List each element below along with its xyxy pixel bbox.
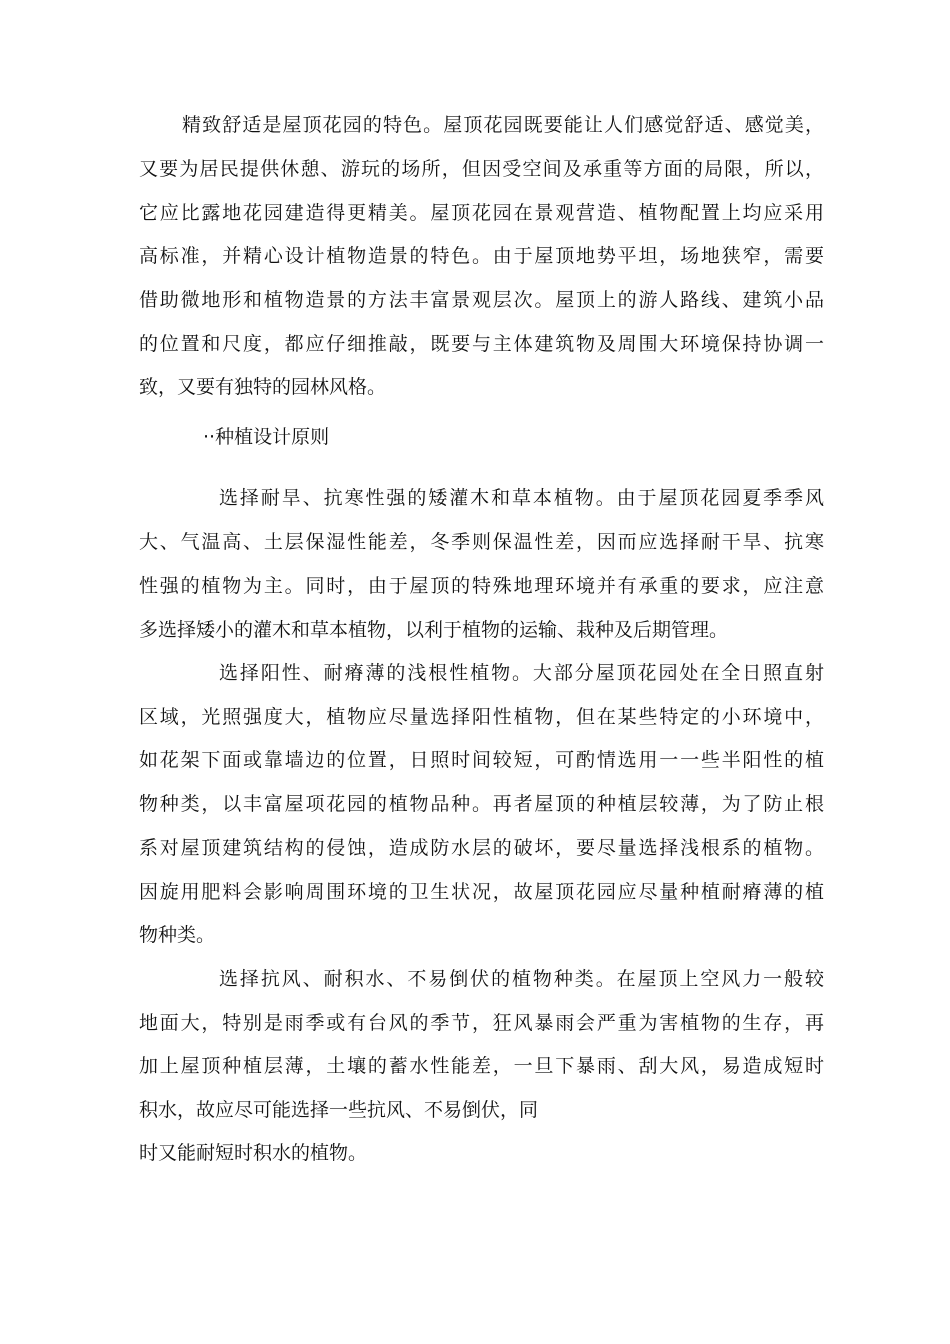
- paragraph-3-line-3: 如花架下面或靠墙边的位置，日照时间较短，可酌情选用一一些半阳性的植: [139, 749, 824, 771]
- paragraph-4-line-4: 积水，故应尽可能选择一些抗风、不易倒伏，同: [139, 1099, 539, 1121]
- paragraph-4-line-2: 地面大，特别是雨季或有台风的季节，狂风暴雨会严重为害植物的生存，再: [139, 1012, 824, 1034]
- paragraph-3-line-2: 区域，光照强度大，植物应尽量选择阳性植物，但在某些特定的小环境中，: [139, 706, 824, 728]
- paragraph-4-line-1: 选择抗风、耐积水、不易倒伏的植物种类。在屋顶上空风力一般较: [219, 968, 824, 990]
- paragraph-3-line-4: 物种类，以丰富屋项花园的植物品种。再者屋顶的种植层较薄，为了防止根: [139, 793, 824, 815]
- paragraph-2-line-3: 性强的植物为主。同时，由于屋顶的特殊地理环境并有承重的要求，应注意: [139, 575, 824, 597]
- paragraph-4-line-3: 加上屋顶种植层薄，土壤的蓄水性能差，一旦下暴雨、刮大风，易造成短时: [139, 1055, 824, 1077]
- paragraph-1-line-3: 它应比露地花园建造得更精美。屋顶花园在景观营造、植物配置上均应采用: [139, 202, 824, 224]
- paragraph-3-line-5: 系对屋顶建筑结构的侵蚀，造成防水层的破坏，要尽量选择浅根系的植物。: [139, 837, 824, 859]
- paragraph-1-line-6: 的位置和尺度，都应仔细推敲，既要与主体建筑物及周围大环境保持协调一: [139, 333, 824, 355]
- section-heading: ··种植设计原则: [203, 426, 330, 448]
- paragraph-2-line-2: 大、气温高、土层保湿性能差，冬季则保温性差，因而应选择耐干旱、抗寒: [139, 531, 824, 553]
- paragraph-1-line-1: 精致舒适是屋顶花园的特色。屋顶花园既要能让人们感觉舒适、感觉美，: [182, 114, 824, 136]
- paragraph-4-line-5: 时又能耐短时积水的植物。: [139, 1142, 368, 1164]
- paragraph-2-line-1: 选择耐旱、抗寒性强的矮灌木和草本植物。由于屋顶花园夏季季风: [219, 487, 824, 509]
- paragraph-3-line-1: 选择阳性、耐瘠薄的浅根性植物。大部分屋顶花园处在全日照直射: [219, 662, 824, 684]
- paragraph-1-line-5: 借助微地形和植物造景的方法丰富景观层次。屋顶上的游人路线、建筑小品: [139, 289, 824, 311]
- paragraph-1-line-2: 又要为居民提供休憩、游玩的场所，但因受空间及承重等方面的局限，所以，: [139, 158, 824, 180]
- paragraph-3-line-6: 因旋用肥料会影响周围环境的卫生状况，故屋顶花园应尽量种植耐瘠薄的植: [139, 881, 824, 903]
- paragraph-1-line-4: 高标准，并精心设计植物造景的特色。由于屋顶地势平坦，场地狭窄，需要: [139, 245, 824, 267]
- paragraph-2-line-4: 多选择矮小的灌木和草本植物，以利于植物的运输、栽种及后期管理。: [139, 619, 729, 641]
- paragraph-1-line-7: 致，又要有独特的园林风格。: [139, 376, 387, 398]
- paragraph-3-line-7: 物种类。: [139, 924, 216, 946]
